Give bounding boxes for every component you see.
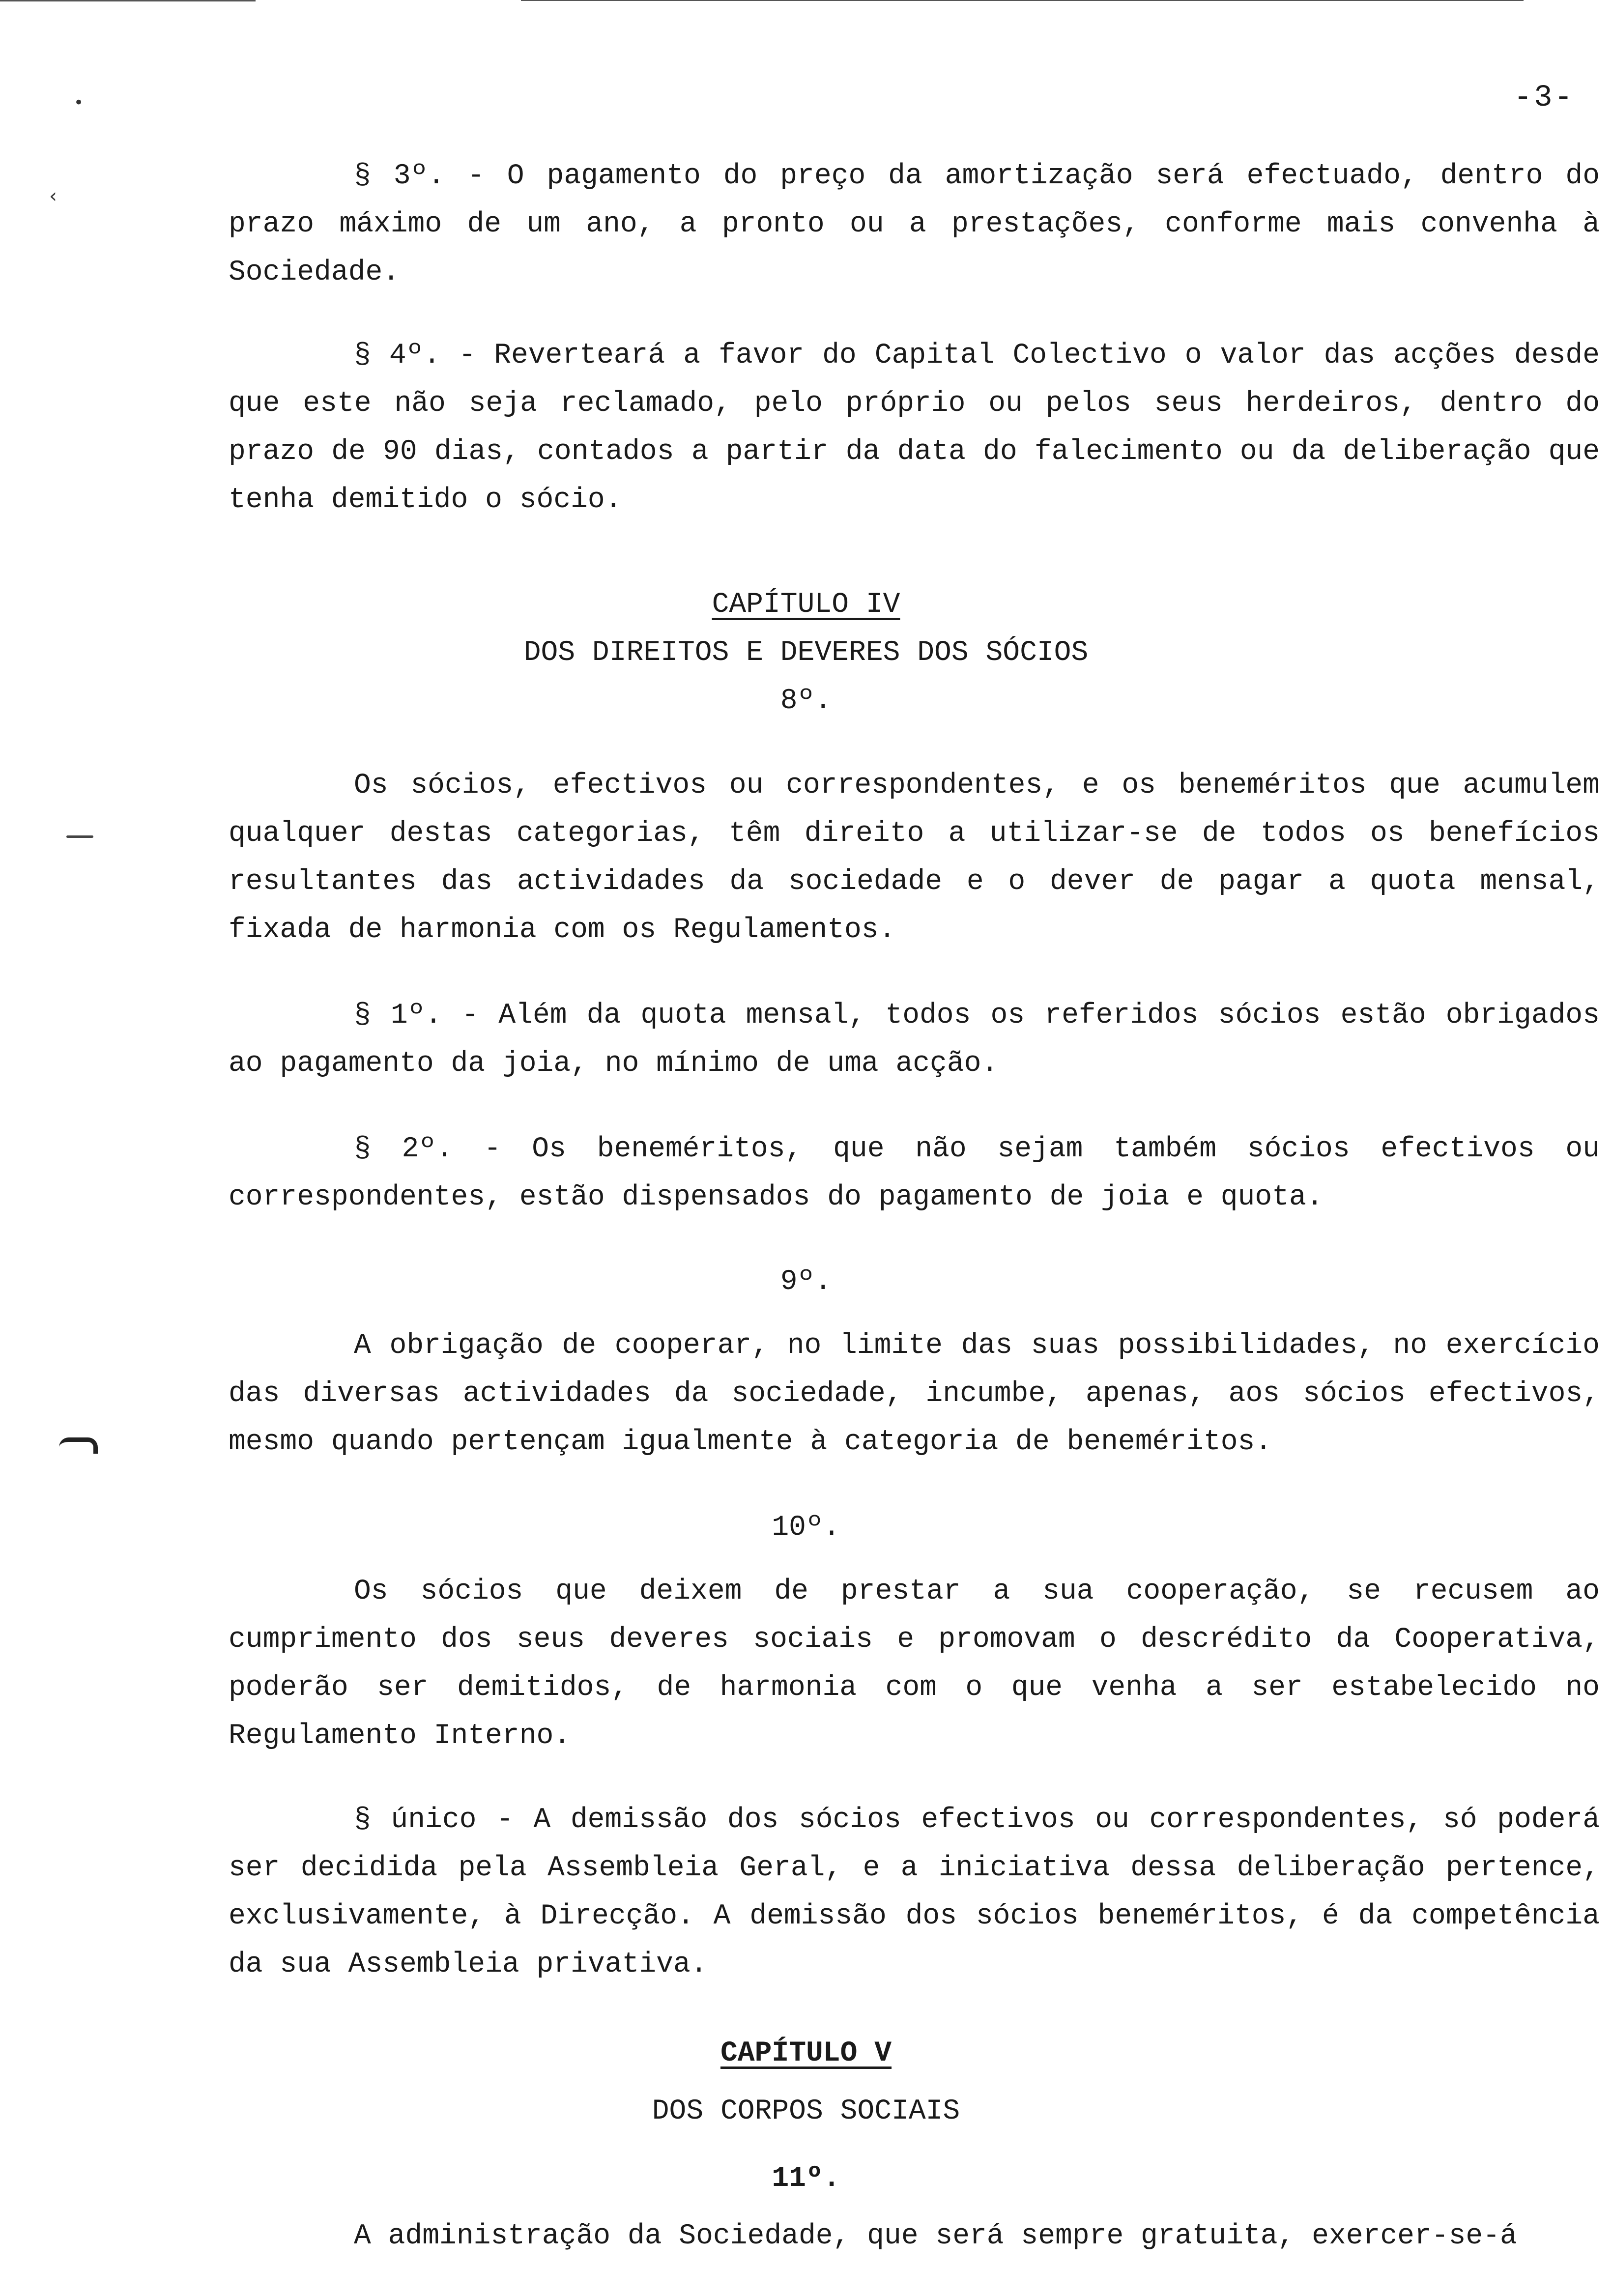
margin-mark: • [74,93,84,113]
article-10-sole-paragraph: § único - A demissão dos sócios efectivos ou correspondentes, só poderá ser decidida pela Assembleia Geral, e a iniciativa dessa deliberação pertence, exclusivamente, à Direcção. A demissão dos sócios beneméritos, é da competência da sua Assembleia privativa. [229,1804,1600,1980]
chapter-v-title: CAPÍTULO V [720,2038,892,2069]
top-edge-line [0,0,256,1]
article-8-paragraph-1: § 1º. - Além da quota mensal, todos os referidos sócios estão obrigados ao pagamento da joia, no mínimo de uma acção. [229,1000,1600,1080]
paragraph-3-amortization: § 3º. - O pagamento do preço da amortização será efectuado, dentro do prazo máximo de um ano, a pronto ou a prestações, conforme mais convenha à Sociedade. [229,160,1600,288]
margin-mark [59,1437,98,1454]
article-11-body: A administração da Sociedade, que será sempre gratuita, exercer-se-á [354,2220,1517,2252]
article-10-heading: 10º. [772,1512,840,1544]
article-10-body: Os sócios que deixem de prestar a sua cooperação, se recusem ao cumprimento dos seus deveres sociais e promovam o descrédito da Cooperativa, poderão ser demitidos, de harmonia com o que venha a ser estabelecido no Regulamento Interno. [229,1576,1600,1752]
chapter-v-subtitle: DOS CORPOS SOCIAIS [652,2095,960,2127]
article-9-heading: 9º. [780,1266,832,1298]
article-8-paragraph-2: § 2º. - Os beneméritos, que não sejam também sócios efectivos ou correspondentes, estão dispensados do pagamento de joia e quota. [229,1133,1600,1213]
page-number: -3- [1514,80,1575,115]
article-9-body: A obrigação de cooperar, no limite das suas possibilidades, no exercício das diversas actividades da sociedade, incumbe, apenas, aos sócios efectivos, mesmo quando pertençam igualmente à categoria de beneméritos. [229,1330,1600,1458]
chapter-iv-title: CAPÍTULO IV [712,589,900,621]
top-edge-line [521,0,1524,1]
chapter-iv-subtitle: DOS DIREITOS E DEVERES DOS SÓCIOS [523,637,1089,669]
article-11-heading: 11º. [772,2163,840,2195]
paragraph-4-reversion: § 4º. - Reverteará a favor do Capital Colectivo o valor das acções desde que este não seja reclamado, pelo próprio ou pelos seus herdeiros, dentro do prazo de 90 dias, contados a partir da data do falecimento ou da deliberação que tenha demitido o sócio. [229,340,1600,516]
article-8-heading: 8º. [780,685,832,717]
margin-mark: ‹ [49,185,57,207]
article-8-body: Os sócios, efectivos ou correspondentes, e os beneméritos que acumulem qualquer destas categorias, têm direito a utilizar-se de todos os benefícios resultantes das actividades da sociedade e o dever de pagar a quota mensal, fixada de harmonia com os Regulamentos. [229,770,1600,946]
margin-mark [66,835,93,838]
